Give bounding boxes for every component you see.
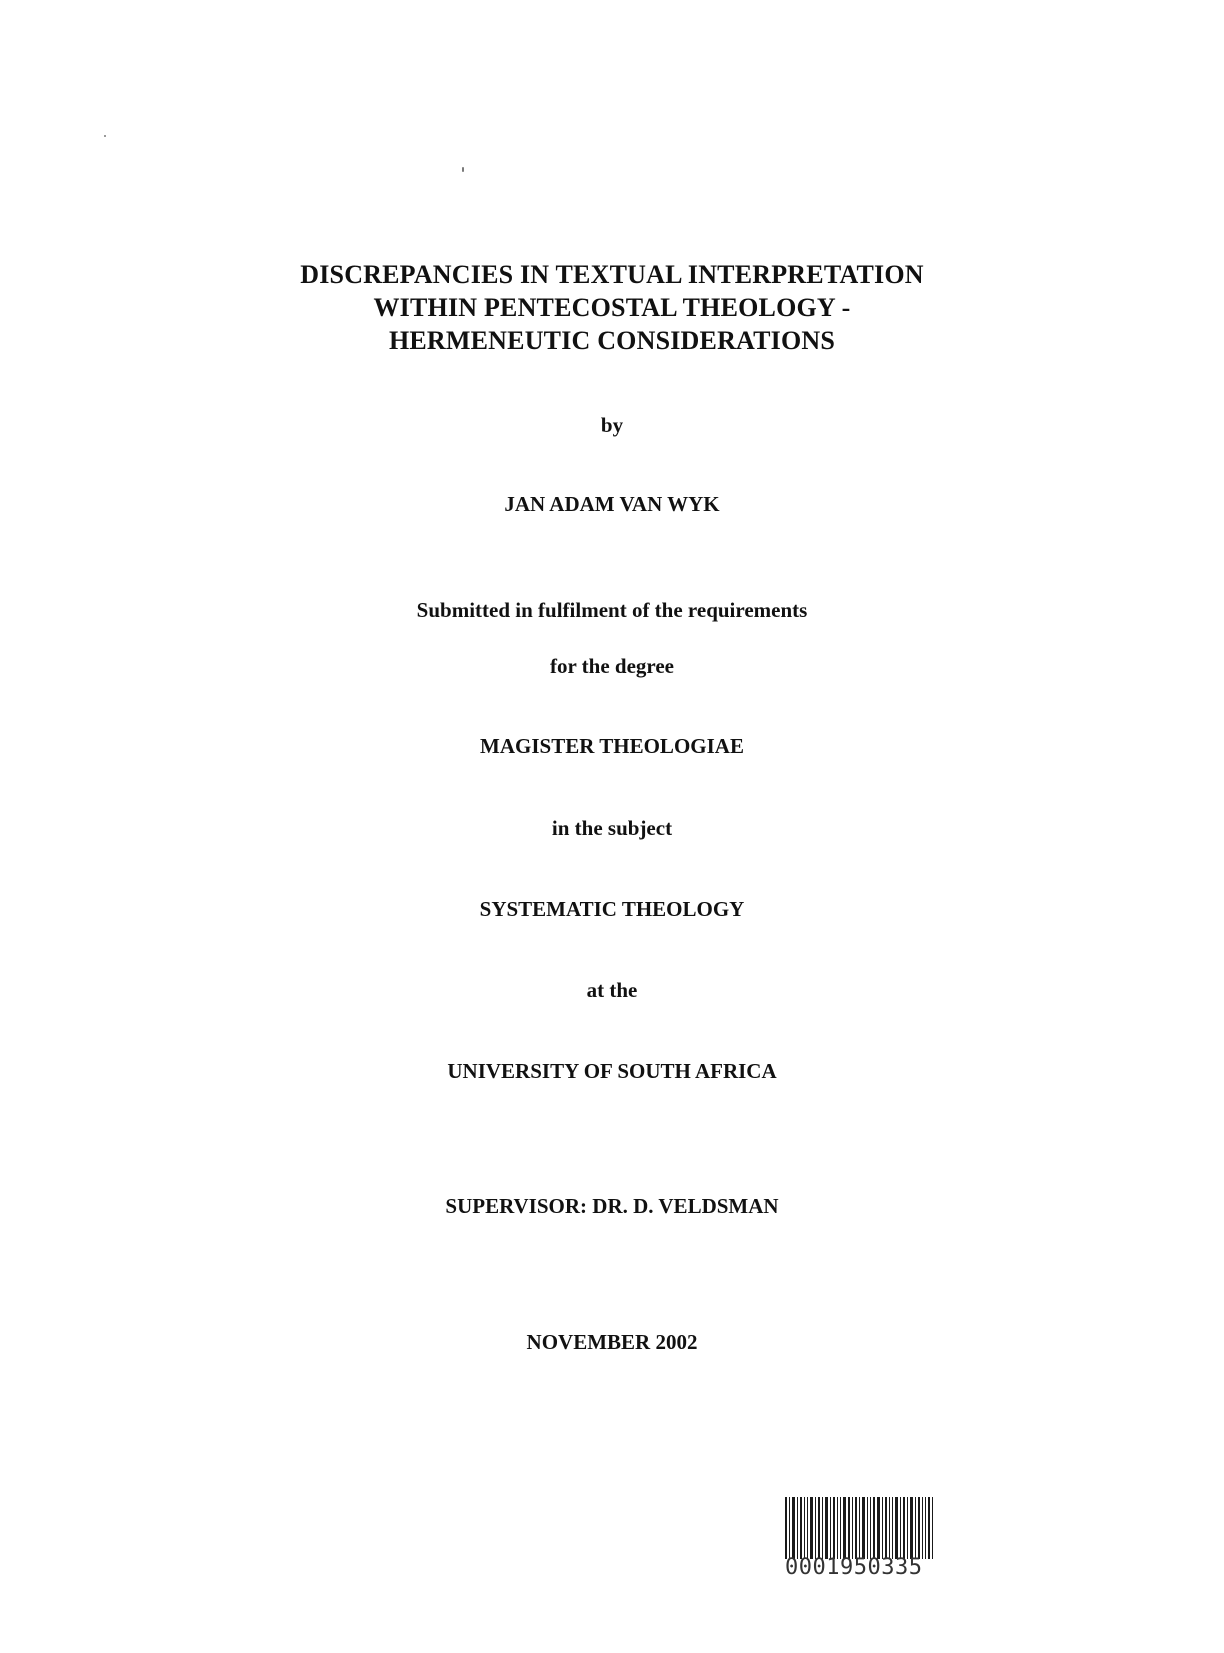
library-barcode [785,1497,935,1579]
subject-name: SYSTEMATIC THEOLOGY [479,897,745,921]
scan-speck [462,167,464,172]
supervisor-line: SUPERVISOR: DR. D. VELDSMAN [445,1194,779,1218]
submission-statement: Submitted in fulfilment of the requirements [416,598,808,622]
submission-date: NOVEMBER 2002 [526,1330,698,1354]
by-label: by [600,413,624,437]
subject-intro: in the subject [551,816,673,840]
thesis-title-line-3: HERMENEUTIC CONSIDERATIONS [388,326,836,355]
barcode-number: 0001950335 [785,1555,923,1580]
thesis-title-line-2: WITHIN PENTECOSTAL THEOLOGY - [373,293,851,322]
thesis-title-line-1: DISCREPANCIES IN TEXTUAL INTERPRETATION [300,260,924,289]
institution-intro: at the [586,978,638,1002]
degree-intro: for the degree [549,654,674,678]
author-name: JAN ADAM VAN WYK [504,492,720,516]
scan-speck [104,135,106,137]
degree-name: MAGISTER THEOLOGIAE [480,734,744,758]
institution-name: UNIVERSITY OF SOUTH AFRICA [447,1059,777,1083]
barcode-bars-graphic [785,1497,935,1559]
